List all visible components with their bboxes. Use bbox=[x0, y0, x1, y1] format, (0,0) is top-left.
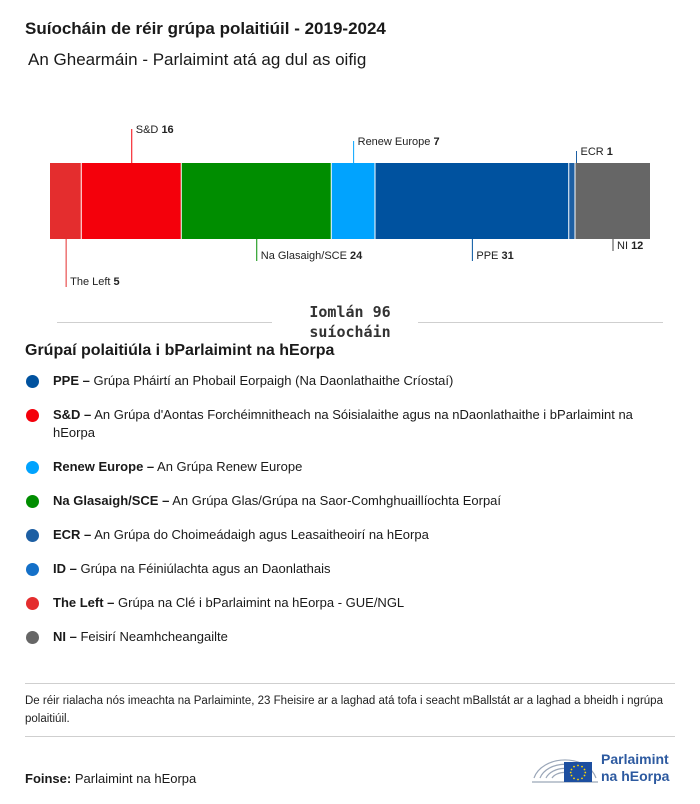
legend-abbr: S&D – bbox=[53, 407, 92, 422]
total-divider-right bbox=[418, 322, 663, 323]
bar-segment-s-d bbox=[81, 163, 181, 239]
data-label-ppe: PPE 31 bbox=[476, 250, 514, 262]
legend bbox=[25, 372, 670, 662]
bar-segment-ni bbox=[575, 163, 650, 239]
legend-desc: An Grúpa Glas/Grúpa na Saor-Comhghuaillíochta Eorpaí bbox=[172, 493, 502, 508]
legend-item-renew bbox=[25, 458, 670, 476]
legend-desc: Grúpa na Féiniúlachta agus an Daonlathais bbox=[80, 561, 331, 576]
data-label-na-glasaigh-sce: Na Glasaigh/SCE 24 bbox=[260, 250, 363, 262]
legend-item-left bbox=[25, 594, 670, 612]
legend-abbr: Na Glasaigh/SCE – bbox=[53, 493, 170, 508]
source-value: Parlaimint na hEorpa bbox=[74, 771, 197, 786]
bar-segment-na-glasaigh-sce bbox=[181, 163, 331, 239]
legend-dot-icon bbox=[26, 495, 39, 508]
data-label-ni: NI 12 bbox=[617, 240, 644, 252]
legend-item-ecr bbox=[25, 526, 670, 544]
legend-item-greens bbox=[25, 492, 670, 510]
logo-line1: Parlaimint bbox=[601, 751, 669, 767]
total-seats-line2: suíocháin bbox=[309, 323, 391, 341]
legend-desc: An Grúpa d'Aontas Forchéimnitheach na Sóisialaithe agus na nDaonlathaithe i bParlaimint na hEorpa bbox=[53, 407, 633, 440]
legend-abbr: PPE – bbox=[53, 373, 90, 388]
legend-abbr: ECR – bbox=[53, 527, 92, 542]
note-divider-top bbox=[25, 683, 675, 684]
legend-abbr: ID – bbox=[53, 561, 77, 576]
logo-line2: na hEorpa bbox=[601, 768, 670, 784]
footnote: De réir rialacha nós imeachta na Parlaiminte, 23 Fheisire ar a laghad atá tofa i seacht mBallstát ar a laghad a bheidh i ngrúpa polaitiúil. bbox=[25, 695, 663, 725]
legend-dot-icon bbox=[26, 461, 39, 474]
source-label: Foinse: bbox=[25, 771, 72, 786]
legend-abbr: Renew Europe – bbox=[53, 459, 155, 474]
legend-desc: Grúpa Pháirtí an Phobail Eorpaigh (Na Daonlathaithe Críostaí) bbox=[93, 373, 454, 388]
legend-dot-icon bbox=[26, 529, 39, 542]
legend-dot-icon bbox=[26, 597, 39, 610]
legend-dot-icon bbox=[26, 409, 39, 422]
legend-dot-icon bbox=[26, 631, 39, 644]
logo-wordmark bbox=[601, 751, 669, 785]
bar-segment-ppe bbox=[375, 163, 569, 239]
legend-abbr: NI – bbox=[53, 629, 77, 644]
total-divider-left bbox=[57, 322, 272, 323]
bar-segment-ecr bbox=[569, 163, 575, 239]
legend-dot-icon bbox=[26, 563, 39, 576]
stacked-seat-bar-chart bbox=[0, 110, 700, 295]
data-label-ecr: ECR 1 bbox=[580, 146, 613, 158]
legend-item-id bbox=[25, 560, 670, 578]
bar-segment-the-left bbox=[50, 163, 81, 239]
total-seats-line1: Iomlán 96 bbox=[309, 303, 391, 321]
legend-desc: An Grúpa Renew Europe bbox=[157, 459, 303, 474]
legend-title: Grúpaí polaitiúla i bParlaimint na hEorpa bbox=[25, 342, 335, 359]
note-divider-bottom bbox=[25, 736, 675, 737]
total-seats-label bbox=[270, 302, 430, 342]
chart-subtitle: An Ghearmáin - Parlaimint atá ag dul as oifig bbox=[28, 50, 367, 69]
legend-dot-icon bbox=[26, 375, 39, 388]
data-label-s-d: S&D 16 bbox=[135, 124, 174, 136]
legend-desc: Feisirí Neamhcheangailte bbox=[80, 629, 228, 644]
bar-segment-renew-europe bbox=[331, 163, 375, 239]
legend-item-sd bbox=[25, 406, 670, 442]
chart-title: Suíocháin de réir grúpa polaitiúil - 2019-2024 bbox=[25, 19, 386, 38]
data-label-renew-europe: Renew Europe 7 bbox=[357, 136, 440, 148]
data-label-the-left: The Left 5 bbox=[70, 276, 120, 288]
legend-item-ni bbox=[25, 628, 670, 646]
legend-item-ppe bbox=[25, 372, 670, 390]
source-line bbox=[25, 771, 196, 786]
legend-desc: An Grúpa do Choimeádaigh agus Leasaitheoirí na hEorpa bbox=[94, 527, 429, 542]
legend-abbr: The Left – bbox=[53, 595, 115, 610]
legend-desc: Grúpa na Clé i bParlaimint na hEorpa - GUE/NGL bbox=[118, 595, 405, 610]
